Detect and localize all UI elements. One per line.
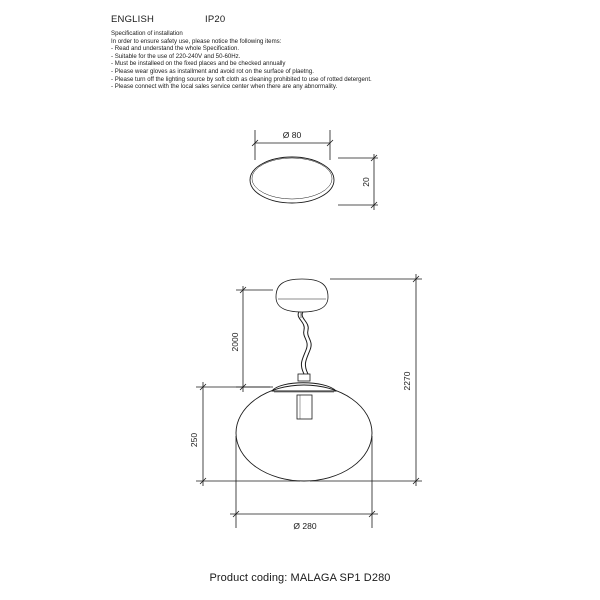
lamp-cap — [272, 383, 336, 391]
language-label: ENGLISH — [111, 14, 155, 25]
spec-line: - Please connect with the local sales service center when there are any abnormality. — [111, 83, 338, 91]
total-height-dimension — [310, 274, 422, 486]
canopy-height-label: 20 — [361, 177, 371, 187]
canopy-diameter-label: Ø 80 — [282, 130, 302, 140]
cable-length-label: 2000 — [230, 332, 240, 352]
pendant-lamp-drawing — [236, 279, 372, 481]
specification-title: Specification of installation — [111, 30, 183, 37]
ip-rating-label: IP20 — [205, 14, 226, 25]
canopy-height-dimension — [338, 154, 378, 210]
spec-line: - Please wear gloves as installment and avoid rot on the surface of plaetng. — [111, 67, 314, 75]
lamp-holder — [298, 374, 310, 381]
canopy-inner-rim — [252, 158, 332, 199]
shade-diameter-label: Ø 280 — [293, 521, 317, 531]
canopy-body — [250, 157, 334, 203]
spec-line: - Must be installeed on the fixed places and be checked annually — [111, 60, 286, 68]
total-height-label: 2270 — [402, 371, 412, 391]
canopy-diameter-dimension — [252, 130, 333, 160]
spec-line: In order to ensure safety use, please notice the following items: — [111, 37, 282, 45]
canopy-drawing — [250, 157, 334, 203]
glass-shade — [236, 385, 372, 481]
spec-line: - Please turn off the lighting source by soft cloth as cleaning prohibited to use of rotted detergent. — [111, 75, 372, 83]
shade-height-dimension — [189, 382, 300, 486]
product-coding: Product coding: MALAGA SP1 D280 — [209, 572, 391, 584]
shade-height-label: 250 — [189, 432, 199, 448]
ceiling-canopy — [276, 279, 328, 312]
shade-diameter-dimension — [230, 436, 378, 531]
spec-line: - Read and understand the whole Specification. — [111, 45, 240, 53]
cable-length-dimension — [230, 286, 273, 392]
spec-line: - Suitable for the use of 220-240V and 50-60Hz. — [111, 52, 241, 60]
inner-socket — [297, 395, 312, 419]
